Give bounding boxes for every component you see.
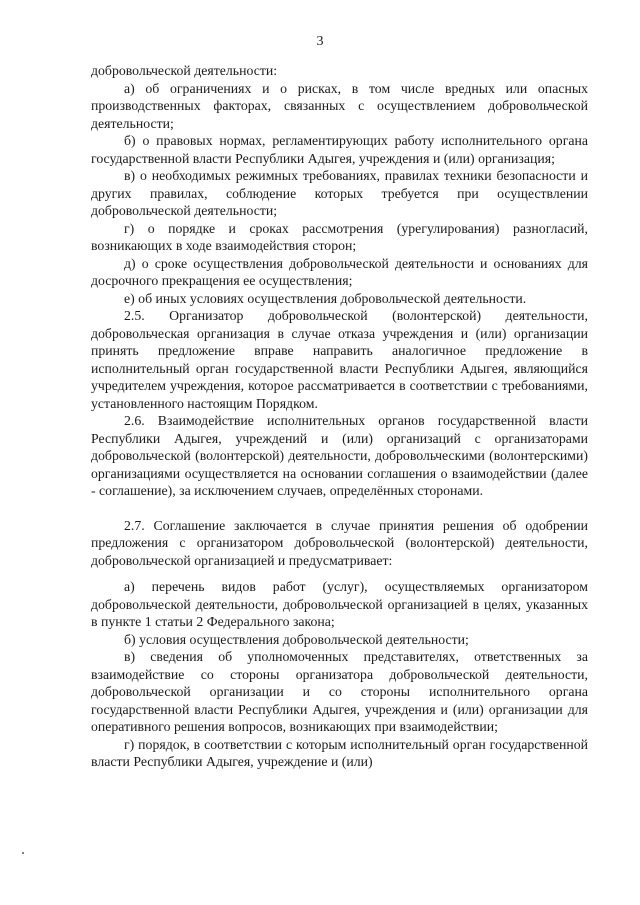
paragraph-item-g: г) о порядке и сроках рассмотрения (урегулирования) разногласий, возникающих в ходе взаимодействия сторон; bbox=[91, 220, 588, 253]
paragraph-item-e: е) об иных условиях осуществления добровольческой деятельности. bbox=[124, 290, 527, 306]
paragraph-clause-2-6: 2.6. Взаимодействие исполнительных органов государственной власти Республики Адыгея, учреждений и (или) организаций с организаторами добровольческой (волонтерской) деятельности, добровольческими (волонтерскими) организациями осуществляется на основании соглашения о взаимодействии (далее - соглашение), за исключением случаев, определённых сторонами. bbox=[91, 413, 588, 498]
page-number: 3 bbox=[316, 34, 324, 49]
paragraph-item-v: в) о необходимых режимных требованиях, правилах техники безопасности и других правилах, соблюдение которых требуется при осуществлении добровольческой деятельности; bbox=[91, 168, 588, 218]
paragraph-item-d: д) о сроке осуществления добровольческой деятельности и основаниях для досрочного прекращения ее осуществления; bbox=[91, 255, 588, 288]
paragraph-continuation: добровольческой деятельности: bbox=[91, 63, 278, 78]
paragraph-agreement-item-g: г) порядок, в соответствии с которым исполнительный орган государственной власти Республики Адыгея, учреждение и (или) bbox=[91, 736, 588, 769]
paragraph-agreement-item-b: б) условия осуществления добровольческой деятельности; bbox=[124, 631, 469, 647]
paragraph-clause-2-7: 2.7. Соглашение заключается в случае принятия решения об одобрении предложения с организатором добровольческой (волонтерской) деятельности, добровольческой организацией и предусматривает: bbox=[91, 517, 588, 568]
document-body bbox=[91, 62, 588, 771]
paragraph-clause-2-5: 2.5. Организатор добровольческой (волонтерской) деятельности, добровольческая организация в случае отказа учреждения и (или) организации принять предложение вправе направить аналогичное предложение в исполнительный орган государственной власти Республики Адыгея, являющийся учредителем учреждения, которое рассматривается в соответствии с требованиями, установленного настоящим Порядком. bbox=[91, 308, 588, 411]
paragraph-agreement-item-a: а) перечень видов работ (услуг), осуществляемых организатором добровольческой деятельности, добровольческой организацией в целях, указанных в пункте 1 статьи 2 Федерального закона; bbox=[91, 579, 588, 629]
paragraph-agreement-item-v: в) сведения об уполномоченных представителях, ответственных за взаимодействие со стороны организатора добровольческой деятельности, добровольческой организации и со стороны исполнительного органа государственной власти Республики Адыгея, учреждения и (или) организации для оперативного решения вопросов, возникающих при взаимодействии; bbox=[91, 649, 588, 734]
paragraph-item-a: а) об ограничениях и о рисках, в том числе вредных или опасных производственных факторах, связанных с осуществлением добровольческой деятельности; bbox=[91, 80, 588, 131]
paragraph-item-b: б) о правовых нормах, регламентирующих работу исполнительного органа государственной власти Республики Адыгея, учреждения и (или) организация; bbox=[91, 133, 588, 166]
scan-speck bbox=[22, 852, 24, 854]
